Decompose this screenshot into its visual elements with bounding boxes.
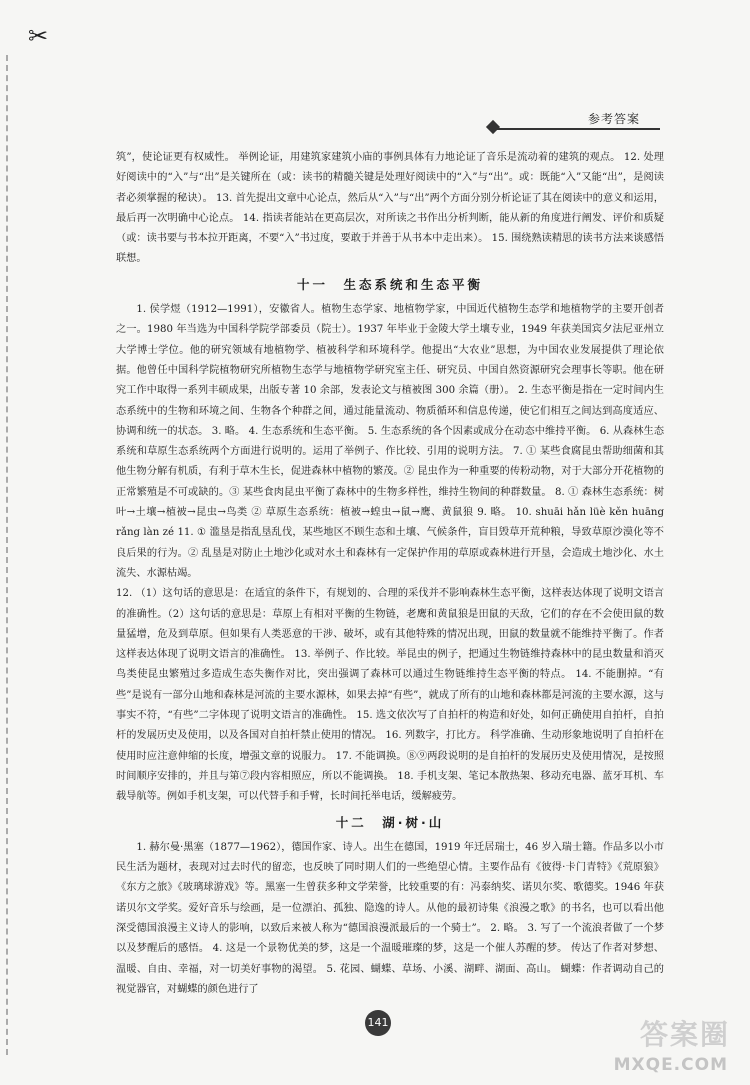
scissors-icon: ✂: [28, 22, 49, 50]
header-dot: [486, 120, 500, 134]
section-11-paragraph-2: 12. （1）这句话的意思是：在适宜的条件下，有规划的、合理的采伐并不影响森林生态平衡，这样表达体现了说明文语言的准确性。（2）这句话的意思是：草原上有相对平衡的生物链，老鹰和黄鼠狼是田鼠的天敌，它们的存在不会使田鼠的数量猛增，危及到草原。但如果有人类恶意的干涉、破坏，或有其他特殊的情况出现，田鼠的数量就不能维持平衡了。作者这样表达体现了说明文语言的准确性。 13. 举例子、作比较。举昆虫的例子，把通过生物链维持森林中的昆虫数量和消灭鸟类使昆虫繁殖过多造成生态失衡作对比，突出强调了森林可以通过生物链维持生态平衡的特点。 14. 不能删掉。“有些”是说有一部分山地和森林是河流的主要水源林，如果去掉“有些”，就成了所有的山地和森林都是河流的主要水源，这与事实不符，“有些”二字体现了说明文语言的准确性。 15. 选文依次写了自拍杆的构造和好处，如何正确使用自拍杆，自拍杆的发展历史及使用，以及各国对自拍杆禁止使用的情况。 16. 列数字，打比方。 科学准确、生动形象地说明了自拍杆在使用时应注意伸缩的长度，增强文章的说服力。 17. 不能调换。⑧⑨两段说明的是自拍杆的发展历史及使用情况，是按照时间顺序安排的，并且与第⑦段内容相照应，所以不能调换。 18. 手机支架、笔记本散热架、移动充电器、蓝牙耳机、车载导航等。例如手机支架，可以代替手和手臂，长时间托举电话，缓解疲劳。: [116, 588, 664, 803]
header-label: 参考答案: [587, 112, 640, 126]
section-11-paragraph-1: 1. 侯学煜（1912—1991），安徽省人。植物生态学家、地植物学家，中国近代植物生态学和地植物学的主要开创者之一。1980 年当选为中国科学院学部委员（院士）。1937 年毕业于金陵大学土壤专业，1949 年获美国宾夕法尼亚州立大学博士学位。他的研究领域有地植物学、植被科学和环境科学。他提出“大农业”思想，为中国农业发展提供了理论依据。他曾任中国科学院植物研究所植物生态学与地植物学研究室主任、研究员、中国自然资源研究会理事长等职。他在研究工作中取得一系列丰硕成果，出版专著 10 余部，发表论文与植被图 300 余篇（册）。 2. 生态平衡是指在一定时间内生态系统中的生物和环境之间、生物各个种群之间，通过能量流动、物质循环和信息传递，使它们相互之间达到高度适应、协调和统一的状态。 3. 略。 4. 生态系统和生态平衡。 5. 生态系统的各个因素或成分在动态中维持平衡。 6. 从森林生态系统和草原生态系统两个方面进行说明的。运用了举例子、作比较、引用的说明方法。 7. ① 某些食腐昆虫帮助细菌和其他生物分解有机质，有利于草木生长，促进森林中植物的繁茂。② 昆虫作为一种重要的传粉动物，对于大部分开花植物的正常繁殖是不可或缺的。③ 某些食肉昆虫平衡了森林中的生物多样性，维持生物间的种群数量。 8. ① 森林生态系统：树叶→土壤→植被→昆虫→鸟类 ② 草原生态系统：植被→蝗虫→鼠→鹰、黄鼠狼 9. 略。 10. shuāi hǎn lüè kěn huāng rǎng làn zé 11. ① 滥垦是指乱垦乱伐，某些地区不顾生态和土壤、气候条件，盲目毁草开荒种粮，导致草原沙漠化等不良后果的行为。② 乱垦是对防止土地沙化或对水土和森林有一定保护作用的草原或森林进行开垦，会造成土地沙化、水土流失、水源枯竭。: [116, 304, 664, 579]
section-10-paragraph-1: 筑”，使论证更有权威性。 举例论证，用建筑家建筑小庙的事例具体有力地论证了音乐是流动着的建筑的观点。 12. 处理好阅读中的“入”与“出”是关键所在（或：读书的精髓关键是处理好阅读中的“入”与“出”。或：既能“入”又能“出”，是阅读者必须掌握的秘诀）。 13. 首先提出文章中心论点，然后从“入”与“出”两个方面分别分析论证了其在阅读中的意义和运用，最后再一次明确中心论点。 14. 指读者能站在更高层次，对所读之书作出分析判断，能从新的角度进行阐发、评价和质疑（或：读书要与书本拉开距离，不要“入”书过度，要敢于并善于从书本中走出来）。 15. 围绕熟读精思的读书方法来谈感悟联想。: [116, 152, 664, 265]
cut-line: [6, 55, 8, 1055]
section-12-title: 十二 湖·树·山: [335, 814, 445, 830]
page-number: 141: [365, 1010, 391, 1036]
watermark-url: MXQE.COM: [613, 1055, 728, 1075]
answer-content: [116, 148, 664, 1000]
watermark-logo: 答案圈: [639, 1018, 730, 1051]
header-rule: [495, 128, 660, 130]
section-12-paragraph-1: 1. 赫尔曼·黑塞（1877—1962），德国作家、诗人。出生在德国，1919 年迁居瑞士，46 岁入瑞士籍。作品多以小市民生活为题材，表现对过去时代的留恋，也反映了同时期人们的一些绝望心情。主要作品有《彼得·卡门青特》《荒原狼》《东方之旅》《玻璃球游戏》等。黑塞一生曾获多种文学荣誉，比较重要的有：冯泰纳奖、诺贝尔奖、歌德奖。1946 年获诺贝尔文学奖。爱好音乐与绘画，是一位漂泊、孤独、隐逸的诗人。从他的最初诗集《浪漫之歌》的书名，也可以看出他深受德国浪漫主义诗人的影响，以致后来被人称为“德国浪漫派最后的一个骑士”。 2. 略。 3. 写了一个流浪者做了一个梦以及梦醒后的感悟。 4. 这是一个景物优美的梦，这是一个温暖璀璨的梦，这是一个催人苏醒的梦。 传达了作者对梦想、温暖、自由、幸福，对一切美好事物的渴望。 5. 花园、蝴蝶、草场、小溪、湖畔、湖面、高山。 蝴蝶：作者调动自己的视觉器官，对蝴蝶的颜色进行了: [116, 841, 664, 995]
section-11-title: 十一 生态系统和生态平衡: [296, 276, 483, 292]
